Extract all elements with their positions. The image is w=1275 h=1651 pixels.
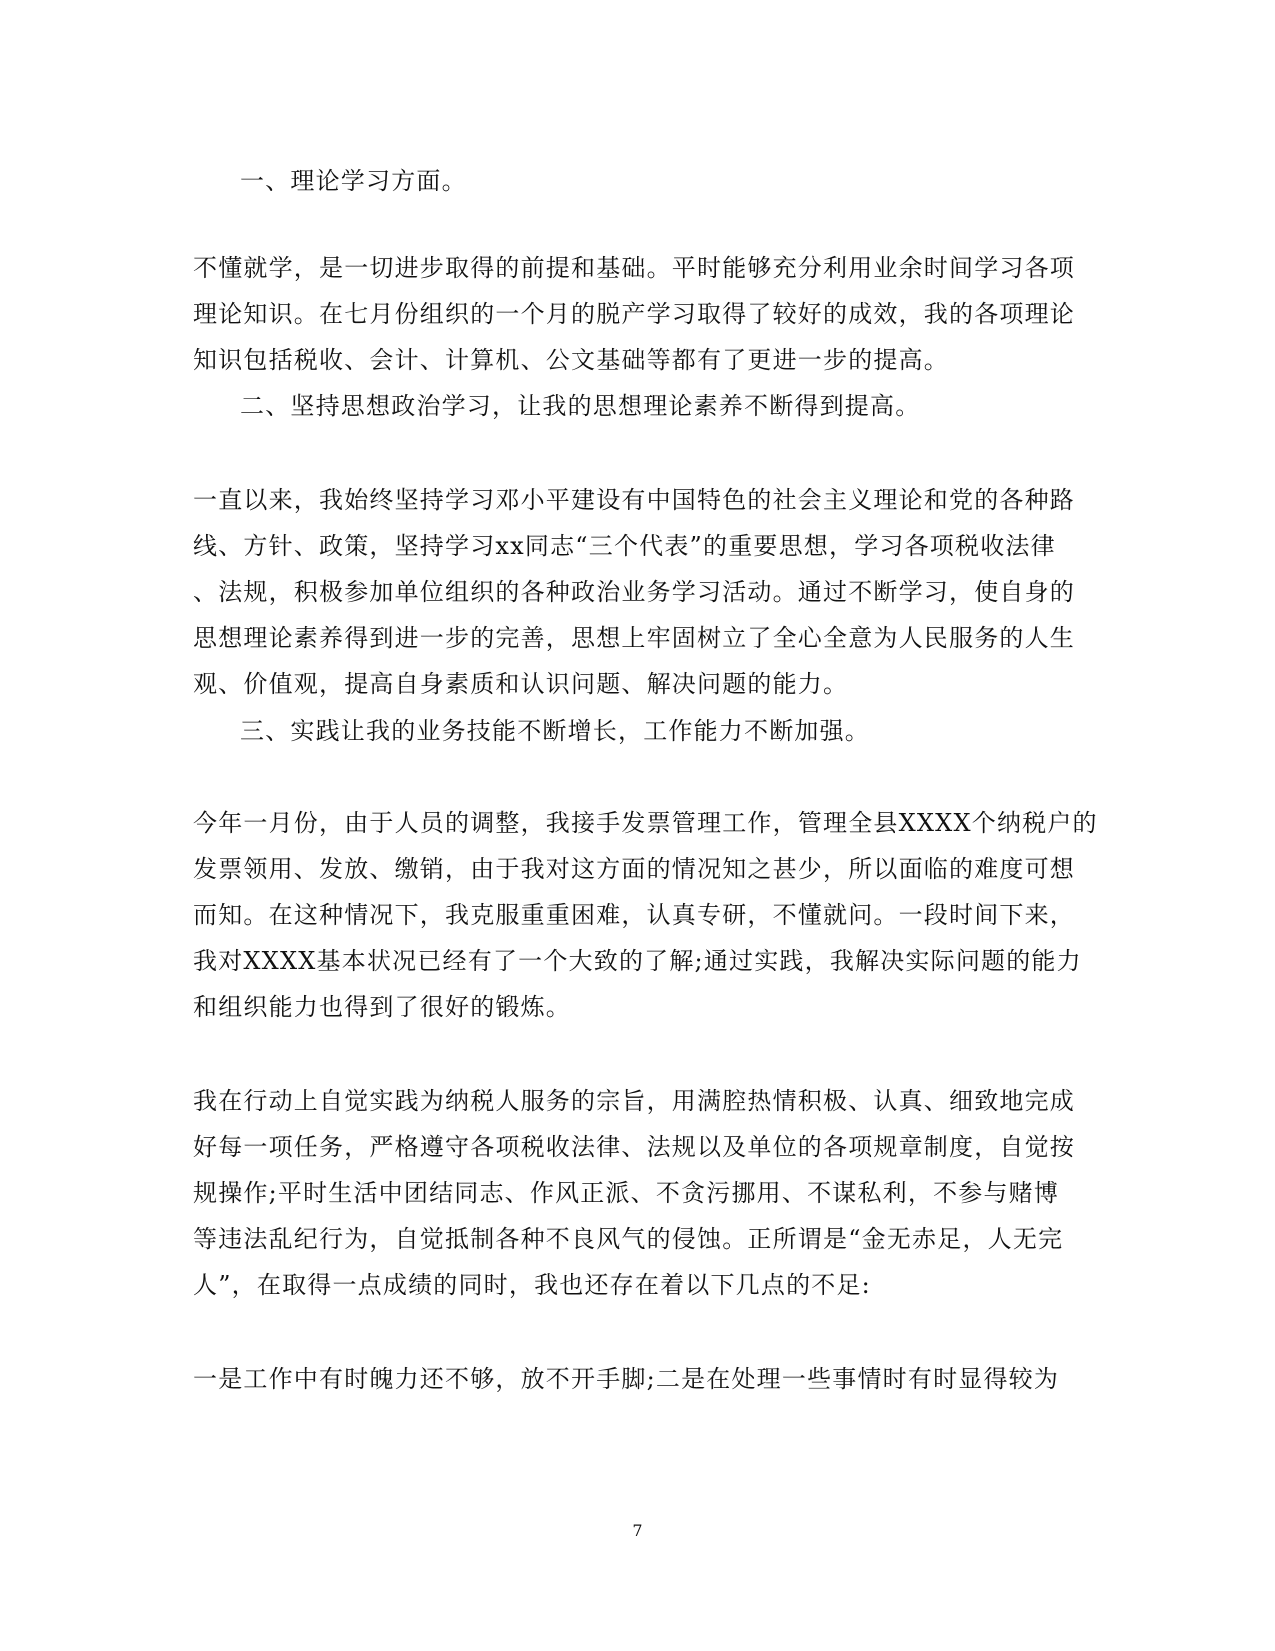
- paragraph-line: 人”，在取得一点成绩的同时，我也还存在着以下几点的不足:: [193, 1271, 871, 1299]
- heading-theory-study: 一、理论学习方面。: [240, 167, 467, 195]
- paragraph-line: 等违法乱纪行为，自觉抵制各种不良风气的侵蚀。正所谓是“金无赤足，人无完: [193, 1225, 1064, 1253]
- paragraph-line: 发票领用、发放、缴销，由于我对这方面的情况知之甚少，所以面临的难度可想: [193, 855, 1075, 883]
- paragraph-line: 一直以来，我始终坚持学习邓小平建设有中国特色的社会主义理论和党的各种路: [193, 486, 1075, 514]
- paragraph-line: 一是工作中有时魄力还不够，放不开手脚;二是在处理一些事情时有时显得较为: [193, 1365, 1060, 1393]
- paragraph-line: 好每一项任务，严格遵守各项税收法律、法规以及单位的各项规章制度，自觉按: [193, 1133, 1075, 1161]
- heading-political-study: 二、坚持思想政治学习，让我的思想理论素养不断得到提高。: [240, 392, 921, 420]
- paragraph-line: 知识包括税收、会计、计算机、公文基础等都有了更进一步的提高。: [193, 346, 949, 374]
- paragraph-line: 观、价值观，提高自身素质和认识问题、解决问题的能力。: [193, 670, 849, 698]
- paragraph-line: 、法规，积极参加单位组织的各种政治业务学习活动。通过不断学习，使自身的: [193, 578, 1075, 606]
- paragraph-line: 我对XXXX基本状况已经有了一个大致的了解;通过实践，我解决实际问题的能力: [193, 947, 1082, 975]
- paragraph-line: 而知。在这种情况下，我克服重重困难，认真专研，不懂就问。一段时间下来，: [193, 901, 1075, 929]
- heading-practice: 三、实践让我的业务技能不断增长，工作能力不断加强。: [240, 717, 870, 745]
- paragraph-line: 和组织能力也得到了很好的锻炼。: [193, 993, 571, 1021]
- paragraph-line: 不懂就学，是一切进步取得的前提和基础。平时能够充分利用业余时间学习各项: [193, 254, 1075, 282]
- paragraph-line: 线、方针、政策，坚持学习xx同志“三个代表”的重要思想，学习各项税收法律: [193, 532, 1056, 560]
- paragraph-line: 今年一月份，由于人员的调整，我接手发票管理工作，管理全县XXXX个纳税户的: [193, 809, 1098, 837]
- paragraph-line: 规操作;平时生活中团结同志、作风正派、不贪污挪用、不谋私利，不参与赌博: [193, 1179, 1060, 1207]
- paragraph-line: 思想理论素养得到进一步的完善，思想上牢固树立了全心全意为人民服务的人生: [193, 624, 1075, 652]
- paragraph-line: 理论知识。在七月份组织的一个月的脱产学习取得了较好的成效，我的各项理论: [193, 300, 1075, 328]
- paragraph-line: 我在行动上自觉实践为纳税人服务的宗旨，用满腔热情积极、认真、细致地完成: [193, 1087, 1075, 1115]
- page-number: 7: [632, 1521, 643, 1540]
